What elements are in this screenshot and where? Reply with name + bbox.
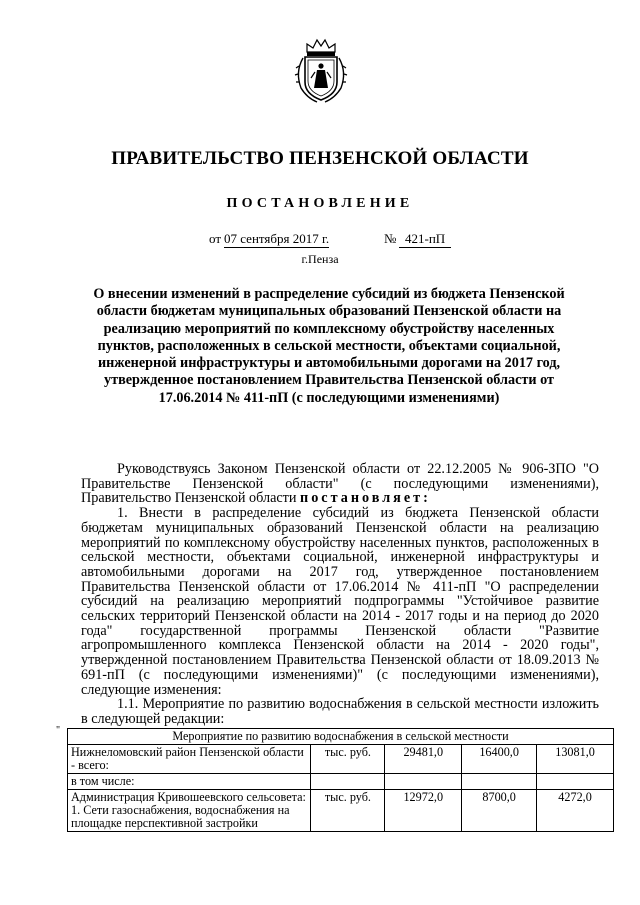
quote-mark: " bbox=[56, 725, 61, 736]
coat-of-arms-icon bbox=[293, 38, 349, 104]
table-cell-v3: 4272,0 bbox=[537, 790, 614, 832]
document-date: 07 сентября 2017 г. bbox=[224, 231, 330, 246]
table-row bbox=[68, 790, 614, 832]
table-row bbox=[68, 774, 614, 790]
table-cell-name: Нижнеломовский район Пензенской области - всего: bbox=[68, 745, 311, 774]
table-cell-v1: 12972,0 bbox=[385, 790, 462, 832]
table-cell-v1: 29481,0 bbox=[385, 745, 462, 774]
document-subject: О внесении изменений в распределение субсидий из бюджета Пензенской области бюджетам муниципальных образований Пензенской области на реализацию мероприятий по комплексному обустройству населенных пунктов, расположенных в сельской местности, объектами социальной, инженерной инфраструктуры и автомобильными дорогами на 2017 год, утвержденное постановлением Правительства Пензенской области от 17.06.2014 № 411-пП (с последующими изменениями) bbox=[93, 286, 565, 406]
table-header-row bbox=[68, 729, 614, 745]
table-cell-v2: 16400,0 bbox=[462, 745, 537, 774]
table-cell-v2: 8700,0 bbox=[462, 790, 537, 832]
decree-word: постановляет: bbox=[300, 490, 431, 507]
intro-paragraph: Руководствуясь Законом Пензенской области от 22.12.2005 № 906-ЗПО "О Правительстве Пензенской области" (с последующими изменениями), Правительство Пензенской области постановляет: bbox=[81, 461, 599, 507]
number-sign: № bbox=[384, 231, 397, 246]
table-cell-unit bbox=[311, 774, 385, 790]
table-cell-unit: тыс. руб. bbox=[311, 745, 385, 774]
table-cell-v2 bbox=[462, 774, 537, 790]
city: г.Пенза bbox=[301, 252, 339, 266]
table-header: Мероприятие по развитию водоснабжения в сельской местности bbox=[68, 729, 614, 745]
government-title: ПРАВИТЕЛЬСТВО ПЕНЗЕНСКОЙ ОБЛАСТИ bbox=[111, 148, 529, 169]
item-1: 1. Внести в распределение субсидий из бюджета Пензенской области бюджетам муниципальных образований Пензенской области на реализацию мероприятий по комплексному обустройству населенных пунктов, расположенных в сельской местности, объектами социальной, инженерной инфраструктуры и автомобильными дорогами на 2017 год, утвержденное постановлением Правительства Пензенской области от 17.06.2014 № 411-пП "О распределении субсидий на реализацию мероприятий подпрограммы "Устойчивое развитие сельских территорий Пензенской области на 2014 - 2017 годы и на период до 2020 года" государственной программы Пензенской области "Развитие агропромышленного комплекса Пензенской области на 2014 - 2020 годы", утвержденной постановлением Правительства Пензенской области от 18.09.2013 № 691-пП (с последующими изменениями)" (с последующими изменениями), следующие изменения: bbox=[81, 505, 599, 698]
date-prefix: от bbox=[209, 231, 222, 246]
table-cell-name: в том числе: bbox=[68, 774, 311, 790]
item-1-1: 1.1. Мероприятие по развитию водоснабжения в сельской местности изложить в следующей редакции: bbox=[81, 696, 599, 727]
table-cell-v3 bbox=[537, 774, 614, 790]
table-cell-v1 bbox=[385, 774, 462, 790]
subsidy-table bbox=[67, 728, 614, 832]
table-cell-unit: тыс. руб. bbox=[311, 790, 385, 832]
document-body bbox=[81, 462, 599, 727]
document-number: 421-пП bbox=[399, 231, 451, 248]
document-type: ПОСТАНОВЛЕНИЕ bbox=[226, 196, 414, 211]
table-row bbox=[68, 745, 614, 774]
table-cell-name: Администрация Кривошеевского сельсовета: 1. Сети газоснабжения, водоснабжения на площадке перспективной застройки bbox=[68, 790, 311, 832]
table-cell-v3: 13081,0 bbox=[537, 745, 614, 774]
